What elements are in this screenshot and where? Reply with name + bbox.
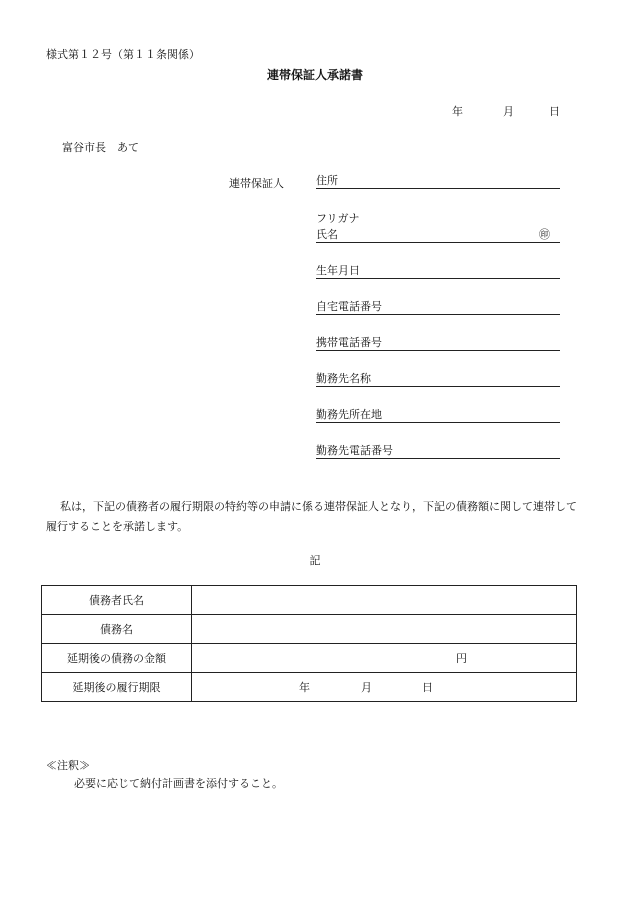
debtor-name-cell[interactable] bbox=[192, 586, 577, 615]
ki-heading: 記 bbox=[309, 554, 321, 567]
birth-date-field[interactable] bbox=[316, 263, 560, 279]
workplace-address-label: 勤務先所在地 bbox=[316, 408, 382, 421]
workplace-phone-label: 勤務先電話番号 bbox=[316, 444, 393, 457]
debt-name-cell[interactable] bbox=[192, 615, 577, 644]
address-label: 住所 bbox=[316, 174, 338, 187]
date-year: 年 bbox=[452, 105, 463, 118]
mobile-phone-field[interactable] bbox=[316, 335, 560, 351]
table-row bbox=[42, 644, 577, 673]
name-label: 氏名 bbox=[316, 228, 338, 241]
mobile-phone-label: 携帯電話番号 bbox=[316, 336, 382, 349]
deferred-deadline-label: 延期後の履行期限 bbox=[42, 673, 192, 702]
deferred-deadline-cell[interactable] bbox=[192, 673, 577, 702]
debtor-name-label: 債務者氏名 bbox=[42, 586, 192, 615]
statement-text: 私は，下記の債務者の履行期限の特約等の申請に係る連帯保証人となり，下記の債務額に関して連帯して履行することを承諾します。 bbox=[46, 500, 577, 533]
workplace-phone-field[interactable] bbox=[316, 443, 560, 459]
home-phone-field[interactable] bbox=[316, 299, 560, 315]
deferred-amount-cell[interactable] bbox=[192, 644, 577, 673]
date-month: 月 bbox=[503, 105, 514, 118]
furigana-label: フリガナ bbox=[316, 212, 360, 225]
table-row bbox=[42, 586, 577, 615]
birth-date-label: 生年月日 bbox=[316, 264, 360, 277]
form-number: 様式第１２号（第１１条関係） bbox=[46, 48, 200, 61]
addressee: 富谷市長 あて bbox=[62, 141, 139, 154]
statement-paragraph bbox=[46, 497, 586, 537]
workplace-address-field[interactable] bbox=[316, 407, 560, 423]
address-field[interactable] bbox=[316, 173, 560, 189]
deadline-month: 月 bbox=[361, 681, 372, 694]
workplace-name-label: 勤務先名称 bbox=[316, 372, 371, 385]
notes-heading: ≪注釈≫ bbox=[46, 759, 90, 772]
notes-text: 必要に応じて納付計画書を添付すること。 bbox=[74, 777, 283, 790]
seal-mark: ㊞ bbox=[539, 228, 550, 241]
date-day: 日 bbox=[549, 105, 560, 118]
table-row bbox=[42, 615, 577, 644]
guarantor-label: 連帯保証人 bbox=[229, 177, 284, 190]
deadline-year: 年 bbox=[299, 681, 310, 694]
workplace-name-field[interactable] bbox=[316, 371, 560, 387]
name-field[interactable] bbox=[316, 227, 560, 243]
deferred-amount-label: 延期後の債務の金額 bbox=[42, 644, 192, 673]
debt-name-label: 債務名 bbox=[42, 615, 192, 644]
yen-unit: 円 bbox=[456, 652, 467, 665]
debt-table bbox=[41, 585, 577, 702]
table-row bbox=[42, 673, 577, 702]
home-phone-label: 自宅電話番号 bbox=[316, 300, 382, 313]
deadline-day: 日 bbox=[422, 681, 433, 694]
document-title: 連帯保証人承諾書 bbox=[266, 68, 363, 82]
